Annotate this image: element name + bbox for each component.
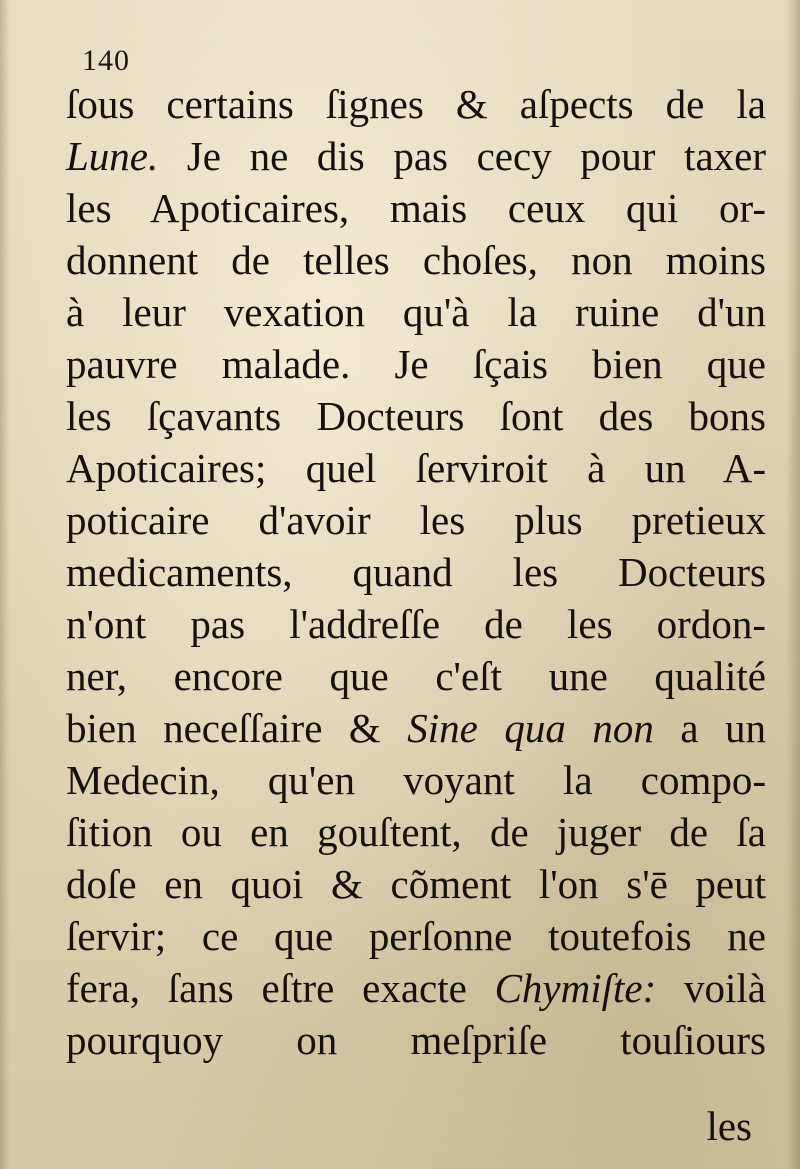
text-line xyxy=(66,910,766,962)
text-line xyxy=(66,1014,766,1066)
text-line xyxy=(66,546,766,598)
text-run: doſe en quoi & cõment l'on s'ē peut xyxy=(66,861,766,907)
text-line xyxy=(66,130,766,182)
text-run: poticaire d'avoir les plus pretieux xyxy=(66,497,766,543)
text-line xyxy=(66,598,766,650)
text-line xyxy=(66,390,766,442)
text-run: bien neceſſaire & xyxy=(66,705,408,751)
text-line xyxy=(66,754,766,806)
text-run: ſition ou en gouſtent, de juger de ſa xyxy=(66,809,766,855)
text-run: fera, ſans eſtre exacte xyxy=(66,965,495,1011)
text-run: Apoticaires; quel ſerviroit à un A- xyxy=(66,445,766,491)
text-run: pauvre malade. Je ſçais bien que xyxy=(66,341,766,387)
page-shadow-left xyxy=(0,0,10,1169)
text-run: n'ont pas l'addreſſe de les ordon- xyxy=(66,601,766,647)
text-run: a un xyxy=(653,705,766,751)
text-line xyxy=(66,858,766,910)
text-run: ner, encore que c'eſt une qualité xyxy=(66,653,766,699)
page-shadow-right xyxy=(786,0,800,1169)
italic-text: Lune. xyxy=(66,133,159,179)
text-run: Je ne dis pas cecy pour taxer xyxy=(158,133,766,179)
italic-text: Chymiſte: xyxy=(494,965,657,1011)
text-line xyxy=(66,702,766,754)
text-line xyxy=(66,650,766,702)
text-run: à leur vexation qu'à la ruine d'un xyxy=(66,289,766,335)
text-line xyxy=(66,962,766,1014)
page-number: 140 xyxy=(82,44,130,77)
catchword: les xyxy=(706,1103,752,1149)
text-line xyxy=(66,234,766,286)
text-run: Medecin, qu'en voyant la compo- xyxy=(66,757,766,803)
text-line xyxy=(66,286,766,338)
text-line xyxy=(66,806,766,858)
text-run: medicaments, quand les Docteurs xyxy=(66,549,766,595)
text-run: ſous certains ſignes & aſpects de la xyxy=(66,81,766,127)
text-run: pourquoy on meſpriſe touſiours xyxy=(66,1017,766,1063)
text-line xyxy=(66,338,766,390)
text-line xyxy=(66,182,766,234)
text-run: voilà xyxy=(656,965,766,1011)
body-text xyxy=(66,78,766,1066)
text-line xyxy=(66,78,766,130)
text-line xyxy=(66,494,766,546)
text-line xyxy=(66,442,766,494)
italic-text: Sine qua non xyxy=(407,705,654,751)
text-run: les ſçavants Docteurs ſont des bons xyxy=(66,393,766,439)
text-run: ſervir; ce que perſonne toutefois ne xyxy=(66,913,766,959)
text-run: les Apoticaires, mais ceux qui or- xyxy=(66,185,766,231)
text-run: donnent de telles choſes, non moins xyxy=(66,237,766,283)
